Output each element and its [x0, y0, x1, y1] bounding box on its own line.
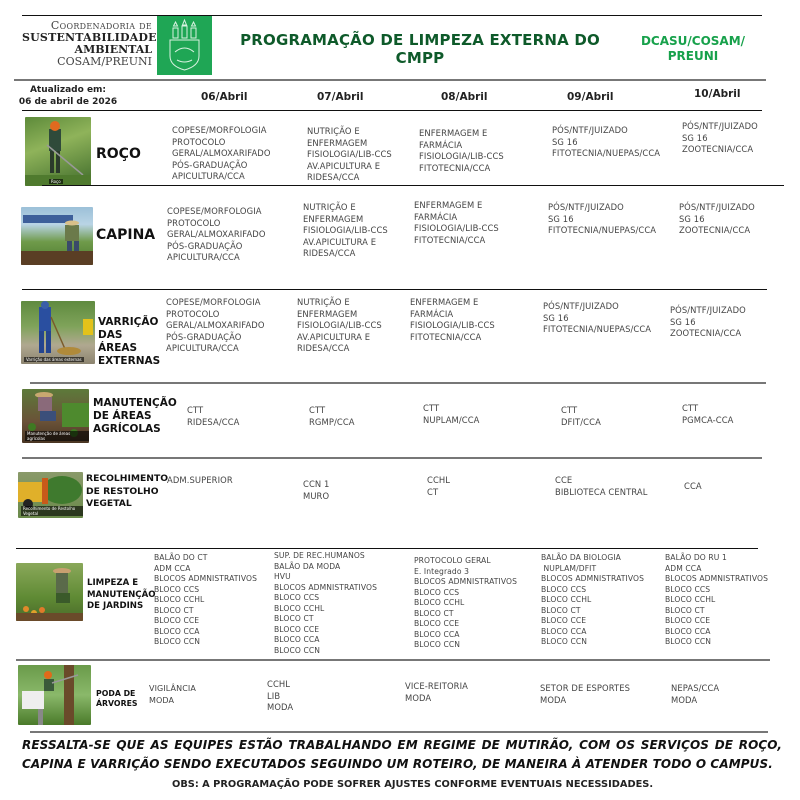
page-title: PROGRAMAÇÃO DE LIMPEZA EXTERNA DO CMPP: [240, 31, 600, 67]
schedule-cell: PÓS/NTF/JUIZADO SG 16 FITOTECNIA/NUEPAS/CCA: [552, 125, 661, 158]
schedule-cell: PÓS/NTF/JUIZADO SG 16 FITOTECNIA/NUEPAS/CCA: [543, 301, 652, 334]
poda-image: [18, 665, 91, 725]
top-rule: [22, 15, 762, 16]
service-label: RECOLHIMENTO DE RESTOLHO VEGETAL: [86, 473, 169, 509]
service-label: LIMPEZA E MANUTENÇÃO DE JARDINS: [87, 578, 156, 611]
schedule-cell: VICE-REITORIA MODA: [405, 681, 468, 703]
schedule-cell: SETOR DE ESPORTES MODA: [540, 683, 631, 705]
schedule-cell: CTT NUPLAM/CCA: [423, 403, 480, 425]
header-rule: [14, 79, 766, 81]
updated-info: [8, 84, 128, 108]
schedule-cell: CCN 1 MURO: [303, 479, 330, 501]
org-line-1: Coordenadoria de: [50, 19, 152, 32]
schedule-cell: PÓS/NTF/JUIZADO SG 16 ZOOTECNIA/CCA: [670, 305, 746, 338]
schedule-cell: NEPAS/CCA MODA: [671, 683, 720, 705]
day-header-5: 10/Abril: [694, 88, 741, 100]
row-divider: [42, 185, 784, 186]
schedule-cell: CCA: [684, 481, 702, 491]
roco-image: [25, 117, 91, 186]
updated-date: 06 de abril de 2026: [18, 97, 118, 107]
schedule-cell: COPESE/MORFOLOGIA PROTOCOLO GERAL/ALMOXARIFADO PÓS-GRADUAÇÃO APICULTURA/CCA: [172, 125, 271, 181]
schedule-cell: ADM.SUPERIOR: [167, 475, 233, 485]
org-line-4: COSAM/PREUNI: [57, 55, 152, 68]
schedule-cell: PROTOCOLO GERAL E. Integrado 3 BLOCOS ADMNISTRATIVOS BLOCO CCS BLOCO CCHL BLOCO CT BLOCO CCE BLOCO CCA BLOCO CCN: [414, 556, 518, 649]
footer-obs: OBS: A PROGRAMAÇÃO PODE SOFRER AJUSTES CONFORME EVENTUAIS NECESSIDADES.: [172, 779, 654, 790]
schedule-cell: COPESE/MORFOLOGIA PROTOCOLO GERAL/ALMOXARIFADO PÓS-GRADUAÇÃO APICULTURA/CCA: [166, 297, 265, 353]
day-header-3: 08/Abril: [441, 91, 488, 103]
updated-label: Atualizado em:: [29, 85, 107, 95]
row-divider: [16, 548, 758, 549]
row-divider: [22, 457, 762, 459]
schedule-cell: ENFERMAGEM E FARMÁCIA FISIOLOGIA/LIB-CCS FITOTECNIA/CCA: [414, 200, 499, 245]
schedule-cell: PÓS/NTF/JUIZADO SG 16 FITOTECNIA/NUEPAS/CCA: [548, 202, 657, 235]
row-divider: [30, 382, 766, 384]
schedule-cell: CCHL CT: [427, 475, 451, 497]
day-header-2: 07/Abril: [317, 91, 364, 103]
schedule-cell: BALÃO DO RU 1 ADM CCA BLOCOS ADMNISTRATIVOS BLOCO CCS BLOCO CCHL BLOCO CT BLOCO CCE BLOCO CCA BLOCO CCN: [665, 553, 769, 646]
schedule-cell: ENFERMAGEM E FARMÁCIA FISIOLOGIA/LIB-CCS FITOTECNIA/CCA: [410, 297, 495, 342]
day-header-1: 06/Abril: [201, 91, 248, 103]
schedule-cell: CCE BIBLIOTECA CENTRAL: [555, 475, 648, 497]
schedule-cell: COPESE/MORFOLOGIA PROTOCOLO GERAL/ALMOXARIFADO PÓS-GRADUAÇÃO APICULTURA/CCA: [167, 206, 266, 262]
service-label: ROÇO: [96, 146, 141, 162]
schedule-cell: CCHL LIB MODA: [267, 679, 294, 712]
row-divider: [22, 289, 767, 290]
schedule-cell: PÓS/NTF/JUIZADO SG 16 ZOOTECNIA/CCA: [679, 202, 755, 235]
image-caption: Recolhimento de Restolho Vegetal: [21, 506, 83, 516]
service-label: VARRIÇÃO DAS ÁREAS EXTERNAS: [98, 316, 161, 367]
schedule-cell: CTT DFIT/CCA: [561, 405, 601, 427]
image-caption: Varrição das áreas externas: [26, 357, 82, 362]
schedule-cell: NUTRIÇÃO E ENFERMAGEM FISIOLOGIA/LIB-CCS AV.APICULTURA E RIDESA/CCA: [303, 202, 388, 258]
schedule-cell: NUTRIÇÃO E ENFERMAGEM FISIOLOGIA/LIB-CCS AV.APICULTURA E RIDESA/CCA: [297, 297, 382, 353]
schedule-cell: ENFERMAGEM E FARMÁCIA FISIOLOGIA/LIB-CCS FITOTECNIA/CCA: [419, 128, 504, 173]
image-caption: Roço: [51, 179, 61, 184]
footer-note: RESSALTA-SE QUE AS EQUIPES ESTÃO TRABALHANDO EM REGIME DE MUTIRÃO, COM OS SERVIÇOS DE ROÇO, CAPINA E VARRIÇÃO SENDO EXECUTADOS SEGUINDO UM ROTEIRO, DE MANEIRA À ATENDER TODO O CAMPUS.: [22, 738, 782, 771]
org-line-2: SUSTENTABILIDADE: [22, 31, 157, 44]
manutencao-agricola-image: [22, 389, 89, 443]
schedule-cell: CTT RGMP/CCA: [309, 405, 355, 427]
jardins-image: [16, 563, 83, 621]
row-divider: [30, 731, 768, 733]
recolhimento-image: [18, 472, 83, 518]
varricao-image: [21, 301, 95, 364]
schedule-cell: CTT RIDESA/CCA: [187, 405, 240, 427]
day-header-4: 09/Abril: [567, 91, 614, 103]
service-label: CAPINA: [96, 227, 156, 243]
schedule-cell: VIGILÂNCIA MODA: [149, 684, 196, 705]
schedule-cell: PÓS/NTF/JUIZADO SG 16 ZOOTECNIA/CCA: [682, 121, 758, 154]
university-crest-icon: [157, 16, 212, 75]
capina-image: [21, 207, 93, 265]
row-divider: [22, 110, 762, 111]
schedule-cell: BALÃO DA BIOLOGIA NUPLAM/DFIT BLOCOS ADMNISTRATIVOS BLOCO CCS BLOCO CCHL BLOCO CT BLOCO CCE BLOCO CCA BLOCO CCN: [541, 553, 645, 646]
department-label: DCASU/COSAM/ PREUNI: [640, 34, 746, 63]
schedule-cell: SUP. DE REC.HUMANOS BALÃO DA MODA HVU BLOCOS ADMNISTRATIVOS BLOCO CCS BLOCO CCHL BLOCO CT BLOCO CCE BLOCO CCA BLOCO CCN: [274, 551, 378, 655]
schedule-cell: BALÃO DO CT ADM CCA BLOCOS ADMNISTRATIVOS BLOCO CCS BLOCO CCHL BLOCO CT BLOCO CCE BLOCO CCA BLOCO CCN: [154, 553, 258, 646]
organization-name: [22, 19, 157, 68]
service-label: MANUTENÇÃO DE ÁREAS AGRÍCOLAS: [93, 397, 177, 435]
row-divider: [16, 659, 770, 661]
schedule-cell: NUTRIÇÃO E ENFERMAGEM FISIOLOGIA/LIB-CCS AV.APICULTURA E RIDESA/CCA: [307, 126, 392, 182]
schedule-cell: CTT PGMCA-CCA: [682, 403, 734, 425]
image-caption: Manutenção de áreas agrícolas: [25, 431, 89, 441]
service-label: PODA DE ÁRVORES: [96, 689, 138, 708]
org-line-3: AMBIENTAL: [74, 43, 152, 56]
